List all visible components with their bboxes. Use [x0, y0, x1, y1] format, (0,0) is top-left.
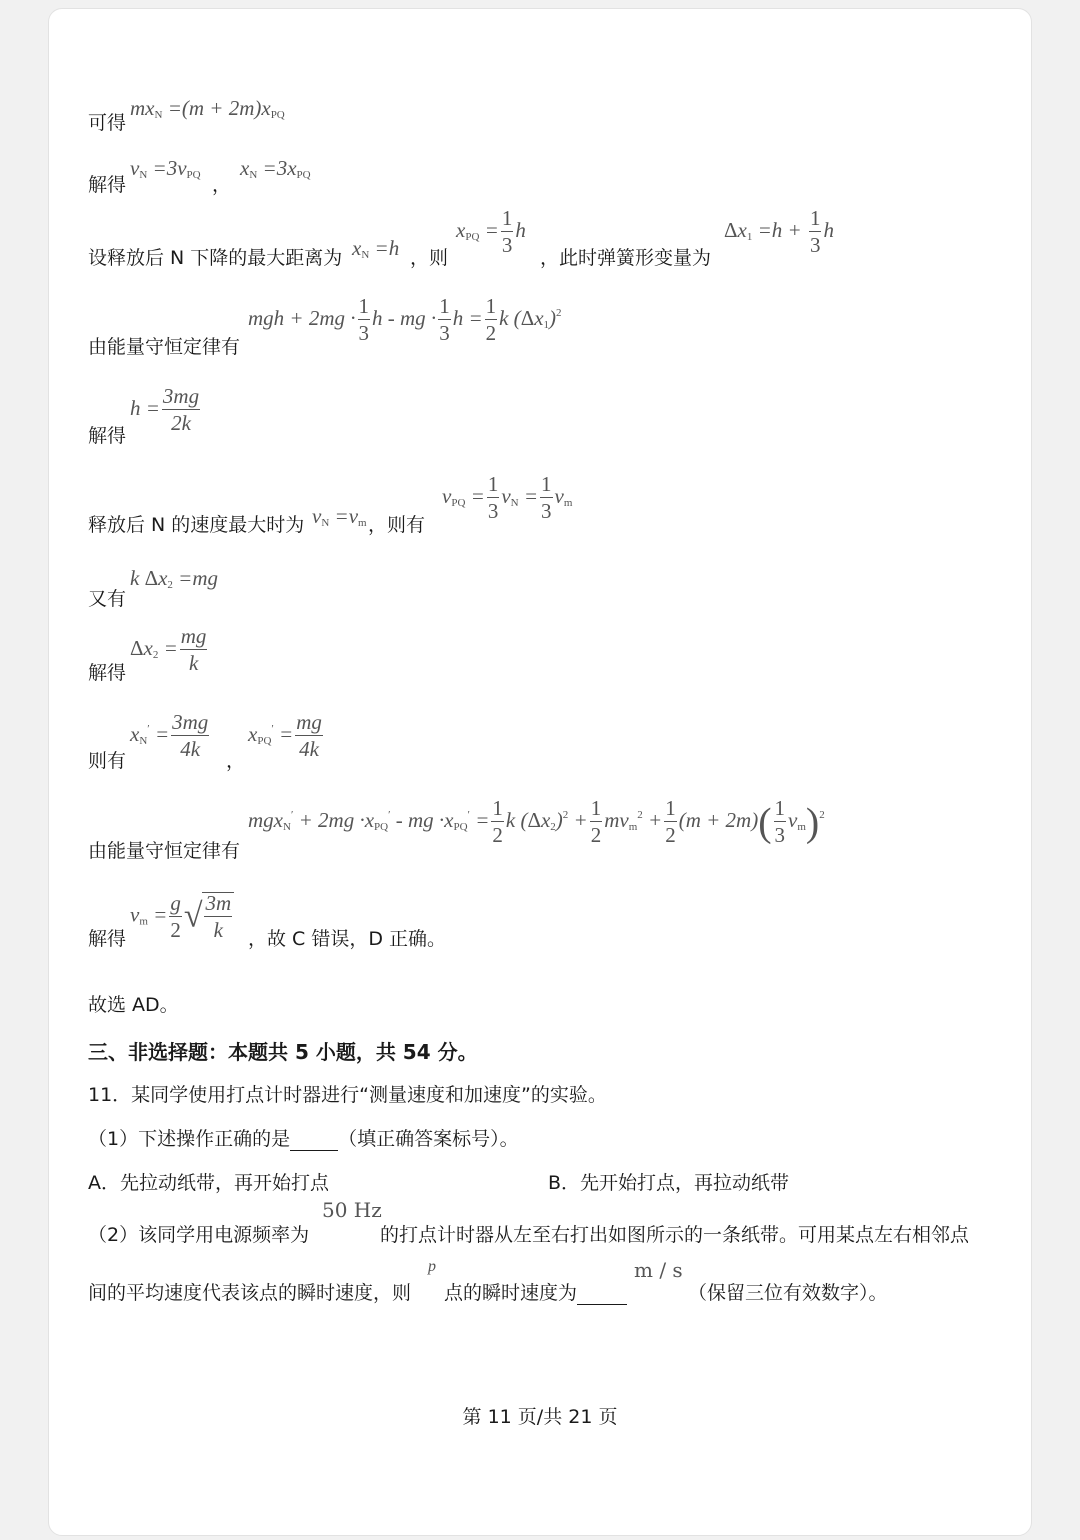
answer-blank-2[interactable]: [577, 1282, 627, 1305]
equation-hooke: k $\Delta x_2 =mg$: [130, 566, 219, 591]
equation-xpq-prime: $x_{PQ}'$ = $\frac{mg}{4k}$: [248, 710, 322, 761]
equation-delta-x1: $\Delta x_1 =h$ + $\frac{1}{3}$ h: [724, 206, 834, 257]
question-11-part-1: （1）下述操作正确的是 （填正确答案标号）。: [88, 1128, 519, 1150]
question-11: 11．某同学使用打点计时器进行“测量速度和加速度”的实验。: [88, 1084, 607, 1106]
text-you-you: 又有: [88, 588, 127, 610]
point-p: p: [428, 1258, 436, 1275]
text-ke-de: 可得: [88, 112, 127, 134]
question-11-part-2-cont: 间的平均速度代表该点的瞬时速度，则: [88, 1282, 412, 1304]
equation-vn-vm: $v_N =v_m$: [312, 504, 367, 529]
text-energy-1: 由能量守恒定律有: [88, 336, 241, 358]
option-b: B．先开始打点，再拉动纸带: [548, 1172, 790, 1194]
text-jie-de-2: 解得: [88, 425, 127, 447]
question-11-part-2: （2）该同学用电源频率为: [88, 1224, 310, 1246]
text-conclusion: ，故 C 错误，D 正确。: [248, 928, 447, 950]
equation-h: h = $\frac{3mg}{2k}$: [130, 384, 200, 435]
equation-vm: $v_m$ = $\frac{g}{2}$ √ $\frac{3m}{k}$: [130, 892, 234, 941]
equation-xn: $x_N =3x_{PQ}$: [240, 156, 311, 181]
equation-momentum: $mx_N =(m + 2m)x_{PQ}$: [130, 96, 285, 121]
equation-vn: $v_N =3v_{PQ}$: [130, 156, 201, 181]
text-jie-de-1: 解得: [88, 174, 127, 196]
section-heading: 三、非选择题：本题共 5 小题，共 54 分。: [88, 1040, 478, 1064]
text-jie-de-3: 解得: [88, 662, 127, 684]
equation-energy-1: mgh + 2mg · $\frac{1}{3}$ h - mg · $\frac{1}{3}$ h = $\frac{1}{2}$ k $(\Delta x_1)^2$: [248, 294, 562, 345]
equation-xpq: $x_{PQ}$ = $\frac{1}{3}$ h: [456, 206, 526, 257]
answer-blank-1[interactable]: [290, 1128, 338, 1151]
text-jie-de-4: 解得: [88, 928, 127, 950]
text-release-distance: 设释放后 N 下降的最大距离为: [88, 247, 343, 269]
equation-vpq: $v_{PQ}$ = $\frac{1}{3}$ $v_N$ = $\frac{1}{3}$ $v_m$: [442, 472, 573, 523]
text-energy-2: 由能量守恒定律有: [88, 840, 241, 862]
document-page: [48, 8, 1032, 1536]
text-max-speed: 释放后 N 的速度最大时为: [88, 514, 305, 536]
frequency-value: 50 Hz: [322, 1198, 382, 1222]
option-a: A．先拉动纸带，再开始打点: [88, 1172, 329, 1194]
unit-mps: m / s: [634, 1258, 683, 1282]
equation-xn-prime: $x_N'$ = $\frac{3mg}{4k}$: [130, 710, 209, 761]
equation-delta-x2: $\Delta x_2$ = $\frac{mg}{k}$: [130, 624, 207, 675]
page-number: 第 11 页/共 21 页: [462, 1406, 618, 1428]
equation-energy-2: $mgx_N' + 2mg \cdot x_{PQ}'$ - mg $\cdot x_{PQ}'$ = $\frac{1}{2}$ k $(\Delta x_2)^2$ + $\frac{1}{2}$ $mv_m^2$ + $\frac{1}{2}$ (m + 2m)( $\frac{1}{3}$ $v_m)^2$: [248, 796, 825, 847]
text-answer: 故选 AD。: [88, 994, 179, 1016]
text-ze-you: 则有: [88, 750, 127, 772]
equation-xn-h: $x_N =h$: [352, 236, 400, 261]
